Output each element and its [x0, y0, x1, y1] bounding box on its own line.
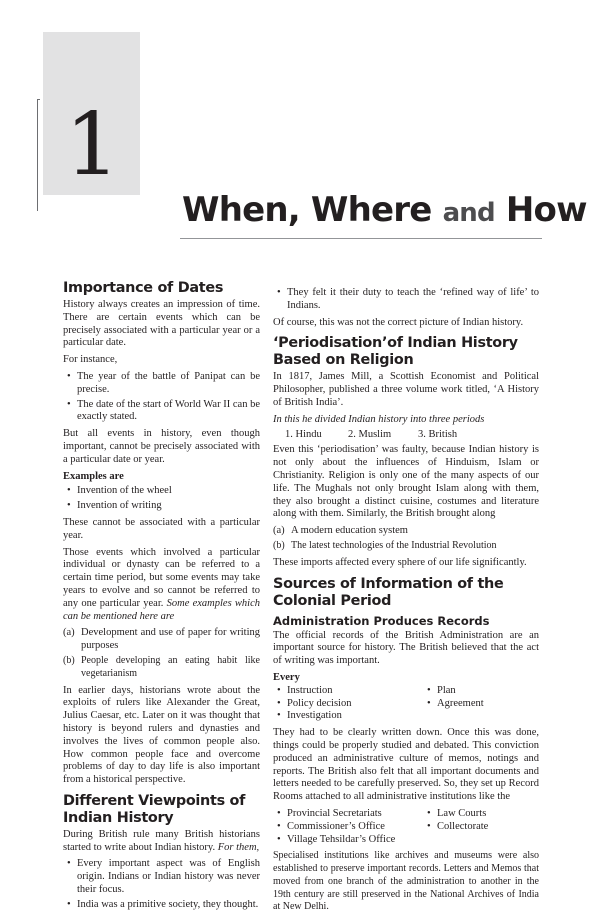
list-item: • Policy decision: [273, 698, 423, 711]
chapter-title-part1: When, Where: [182, 190, 443, 230]
chapter-title: [182, 190, 587, 230]
list-item: • Village Tehsildar’s Office: [273, 834, 423, 847]
paragraph: For instance,: [63, 354, 118, 366]
paragraph-italic: In this he divided Indian history into three periods: [273, 413, 485, 425]
list-item: [63, 655, 260, 681]
list-label: (a): [63, 627, 75, 639]
list-item: • Invention of the wheel: [63, 485, 260, 498]
list-text: Development and use of paper for writing purposes: [81, 627, 260, 652]
chapter-box-tick: [37, 99, 40, 100]
paragraph-italic: Some examples which can be mentioned here are: [63, 597, 260, 622]
paragraph: [63, 829, 260, 855]
list-item: • Provincial Secretariats: [273, 808, 423, 821]
heading-importance-of-dates: Importance of Dates: [63, 280, 224, 296]
heading-sources-of-information: Sources of Information of the Colonial Period: [273, 575, 504, 609]
paragraph: [63, 547, 260, 624]
paragraph: In 1817, James Mill, a Scottish Economist and Political Philosopher, published a three volume work titled, ‘A History of British India’.: [273, 371, 539, 408]
examples-label: Examples are: [63, 470, 124, 482]
list-label: (a): [273, 525, 285, 537]
dates-bullet-list: [63, 371, 260, 424]
list-item: • Collectorate: [423, 821, 533, 834]
period-item: 2. Muslim: [348, 428, 392, 440]
paragraph: These imports affected every sphere of our life significantly.: [273, 556, 527, 568]
right-column: [273, 287, 539, 918]
list-label: (b): [273, 539, 285, 551]
list-item: • Commissioner’s Office: [273, 821, 423, 834]
list-item: [63, 627, 260, 653]
paragraph: These cannot be associated with a particular year.: [63, 516, 260, 541]
viewpoints-bullet-list: [63, 858, 260, 911]
every-label: Every: [273, 671, 300, 683]
list-item: • The year of the battle of Panipat can be precise.: [63, 371, 260, 397]
paragraph: The official records of the British Administration are an important source for history. The British believed that the act of writing was important.: [273, 629, 539, 667]
title-rule: [180, 238, 542, 239]
alpha-list: [63, 627, 260, 680]
list-item: • India was a primitive society, they thought.: [63, 899, 260, 912]
list-item: [273, 540, 539, 553]
list-text: A modern education system: [291, 525, 408, 537]
left-column: [63, 280, 260, 916]
paragraph: In earlier days, historians wrote about the exploits of rulers like Alexander the Great, Julius Caesar, etc. Later on it was thought that history is beyond rulers and dynasties and involves the lives of common people also. How common people face and overcome problems of day to day life is also important from a historical perspective.: [63, 684, 260, 786]
list-item: • Law Courts: [423, 808, 533, 821]
heading-administration-records: Administration Produces Records: [273, 613, 490, 628]
list-item: • They felt it their duty to teach the ‘refined way of life’ to Indians.: [273, 287, 539, 313]
alpha-list: [273, 525, 539, 553]
paragraph-text: During British rule many British historians started to write about Indian history.: [63, 828, 260, 853]
period-item: 1. Hindu: [285, 428, 322, 440]
paragraph-text: Those events which involved a particular individual or dynasty can be referred to a certain time period, but some events may take years to evolve and so cannot be referred to any one particular year.: [63, 546, 260, 609]
list-item: • Instruction: [273, 685, 423, 698]
paragraph: Of course, this was not the correct picture of Indian history.: [273, 316, 524, 328]
paragraph: But all events in history, even though important, cannot be precisely associated with a particular date or year.: [63, 428, 260, 465]
paragraph-italic: For them,: [217, 841, 260, 853]
list-item: • The date of the start of World War II can be exactly stated.: [63, 399, 260, 425]
paragraph: They had to be clearly written down. Once this was done, things could be properly studied and debated. This conviction produced an administrative culture of memos, notings and reports. The British also felt that all important documents and letters needed to be carefully preserved. So, they set up Record Rooms attached to all administrative institutions like the: [273, 727, 539, 803]
periods-row: [273, 429, 539, 442]
list-label: (b): [63, 654, 75, 666]
chapter-number: 1: [65, 95, 120, 195]
list-text: The latest technologies of the Industrial Revolution: [291, 539, 497, 551]
list-item: • Investigation: [273, 710, 423, 723]
chapter-box-line: [37, 99, 38, 211]
paragraph: Even this ‘periodisation’ was faulty, because Indian history is not only about the influences of Hinduism, Islam or Christianity. Religion is only one of the many aspects of our life. The Mughals not only brought Islam along with them, they also brought a distinct cuisine, costumes and literature along with them. Similarly, the British brought along: [273, 444, 539, 520]
heading-different-viewpoints: Different Viewpoints of Indian History: [63, 792, 246, 826]
heading-periodisation: ‘Periodisation’of Indian History Based on Religion: [273, 335, 518, 369]
paragraph: History always creates an impression of time. There are certain events which can be precisely associated with a particular year or a particular date.: [63, 299, 260, 349]
chapter-title-and: and: [442, 198, 495, 228]
list-item: [273, 525, 539, 538]
chapter-title-part2: How: [494, 190, 587, 230]
examples-list: [63, 485, 260, 513]
period-item: 3. British: [418, 428, 458, 440]
every-list: [273, 685, 539, 723]
paragraph: Specialised institutions like archives and museums were also established to preserve important records. Letters and Memos that moved from one branch of the administration to another in the 19th century are still preserved in the National Archives of India at New Delhi.: [273, 850, 539, 913]
list-text: People developing an eating habit like vegetarianism: [81, 654, 260, 679]
continued-bullet-list: [273, 287, 539, 313]
list-item: • Agreement: [423, 698, 533, 711]
institutions-list: [273, 808, 539, 846]
list-item: • Invention of writing: [63, 500, 260, 513]
list-item: • Plan: [423, 685, 533, 698]
list-item: • Every important aspect was of English origin. Indians or Indian history was never their focus.: [63, 858, 260, 896]
